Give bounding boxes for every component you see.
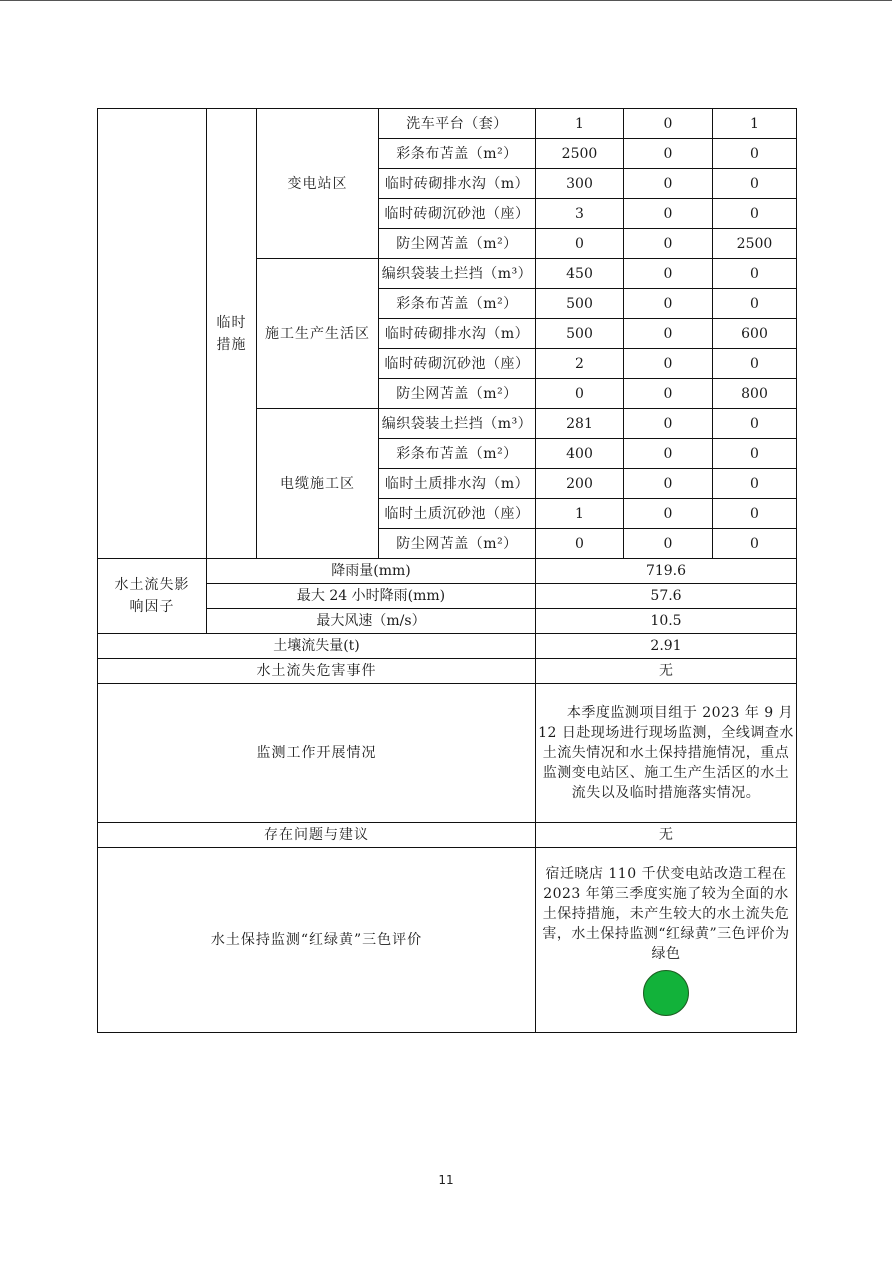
measure-name: 编织袋装土拦挡（m³） <box>379 259 536 289</box>
measure-row <box>98 109 797 139</box>
factor-value: 57.6 <box>536 584 797 609</box>
value-col2: 0 <box>624 379 713 409</box>
hazard-label: 水土流失危害事件 <box>98 659 536 684</box>
value-col3: 0 <box>713 169 797 199</box>
value-col2: 0 <box>624 199 713 229</box>
factor-value: 10.5 <box>536 609 797 634</box>
value-planned: 281 <box>536 409 624 439</box>
measure-name: 编织袋装土拦挡（m³） <box>379 409 536 439</box>
value-planned: 2 <box>536 349 624 379</box>
factor-name: 最大 24 小时降雨(mm) <box>207 584 536 609</box>
measure-name: 防尘网苫盖（m²） <box>379 379 536 409</box>
blank-category-cell <box>98 109 207 559</box>
evaluation-label: 水土保持监测“红绿黄”三色评价 <box>98 848 536 1033</box>
value-planned: 500 <box>536 319 624 349</box>
measure-name: 临时砖砌排水沟（m） <box>379 319 536 349</box>
value-planned: 0 <box>536 529 624 559</box>
factors-body <box>98 559 797 1033</box>
measure-name: 彩条布苫盖（m²） <box>379 139 536 169</box>
value-col3: 0 <box>713 439 797 469</box>
area-name: 施工生产生活区 <box>257 259 379 409</box>
value-col2: 0 <box>624 139 713 169</box>
value-col3: 0 <box>713 289 797 319</box>
value-col3: 0 <box>713 199 797 229</box>
value-planned: 300 <box>536 169 624 199</box>
value-planned: 0 <box>536 379 624 409</box>
value-col2: 0 <box>624 499 713 529</box>
value-col2: 0 <box>624 229 713 259</box>
value-planned: 450 <box>536 259 624 289</box>
measure-name: 彩条布苫盖（m²） <box>379 439 536 469</box>
issues-value: 无 <box>536 823 797 848</box>
value-planned: 3 <box>536 199 624 229</box>
evaluation-text: 宿迁晓店 110 千伏变电站改造工程在 2023 年第三季度实施了较为全面的水土保持措施，未产生较大的水土流失危害，水土保持监测“红绿黄”三色评价为绿色 <box>542 866 790 962</box>
measure-name: 临时砖砌沉砂池（座） <box>379 349 536 379</box>
value-col2: 0 <box>624 169 713 199</box>
value-col2: 0 <box>624 439 713 469</box>
value-planned: 200 <box>536 469 624 499</box>
value-planned: 1 <box>536 499 624 529</box>
measure-name: 临时土质沉砂池（座） <box>379 499 536 529</box>
value-col2: 0 <box>624 289 713 319</box>
measure-name: 防尘网苫盖（m²） <box>379 529 536 559</box>
value-col2: 0 <box>624 349 713 379</box>
issues-label: 存在问题与建议 <box>98 823 536 848</box>
hazard-value: 无 <box>536 659 797 684</box>
value-col2: 0 <box>624 409 713 439</box>
value-planned: 400 <box>536 439 624 469</box>
value-col3: 0 <box>713 139 797 169</box>
measure-name: 防尘网苫盖（m²） <box>379 229 536 259</box>
factors-label: 水土流失影响因子 <box>98 559 207 634</box>
value-planned: 0 <box>536 229 624 259</box>
work-text-cell <box>536 684 797 823</box>
value-col3: 800 <box>713 379 797 409</box>
value-col2: 0 <box>624 319 713 349</box>
factor-value: 719.6 <box>536 559 797 584</box>
value-col3: 0 <box>713 499 797 529</box>
measure-name: 洗车平台（套） <box>379 109 536 139</box>
category-label: 临时措施 <box>207 109 257 559</box>
factor-name: 最大风速（m/s） <box>207 609 536 634</box>
value-col2: 0 <box>624 529 713 559</box>
green-indicator-icon <box>643 970 689 1016</box>
value-col3: 0 <box>713 259 797 289</box>
measure-name: 彩条布苫盖（m²） <box>379 289 536 319</box>
value-planned: 1 <box>536 109 624 139</box>
soil-loss-label: 土壤流失量(t) <box>98 634 536 659</box>
value-col2: 0 <box>624 469 713 499</box>
page-number: 11 <box>438 1173 454 1187</box>
value-planned: 2500 <box>536 139 624 169</box>
work-text: 本季度监测项目组于 2023 年 9 月 12 日赴现场进行现场监测，全线调查水土流失情况和水土保持措施情况，重点监测变电站区、施工生产生活区的水土流失以及临时措施落实情况。 <box>538 705 794 801</box>
measure-name: 临时砖砌排水沟（m） <box>379 169 536 199</box>
value-col2: 0 <box>624 259 713 289</box>
page-top-rule <box>0 0 892 1</box>
evaluation-cell <box>536 848 797 1033</box>
value-col2: 0 <box>624 109 713 139</box>
work-label: 监测工作开展情况 <box>98 684 536 823</box>
monitoring-table <box>97 108 797 1033</box>
value-planned: 500 <box>536 289 624 319</box>
value-col3: 1 <box>713 109 797 139</box>
measure-name: 临时土质排水沟（m） <box>379 469 536 499</box>
area-name: 变电站区 <box>257 109 379 259</box>
temp-measures-body <box>98 109 797 559</box>
value-col3: 0 <box>713 409 797 439</box>
value-col3: 2500 <box>713 229 797 259</box>
measure-name: 临时砖砌沉砂池（座） <box>379 199 536 229</box>
soil-loss-value: 2.91 <box>536 634 797 659</box>
area-name: 电缆施工区 <box>257 409 379 559</box>
factor-name: 降雨量(mm) <box>207 559 536 584</box>
value-col3: 0 <box>713 469 797 499</box>
value-col3: 600 <box>713 319 797 349</box>
value-col3: 0 <box>713 349 797 379</box>
value-col3: 0 <box>713 529 797 559</box>
